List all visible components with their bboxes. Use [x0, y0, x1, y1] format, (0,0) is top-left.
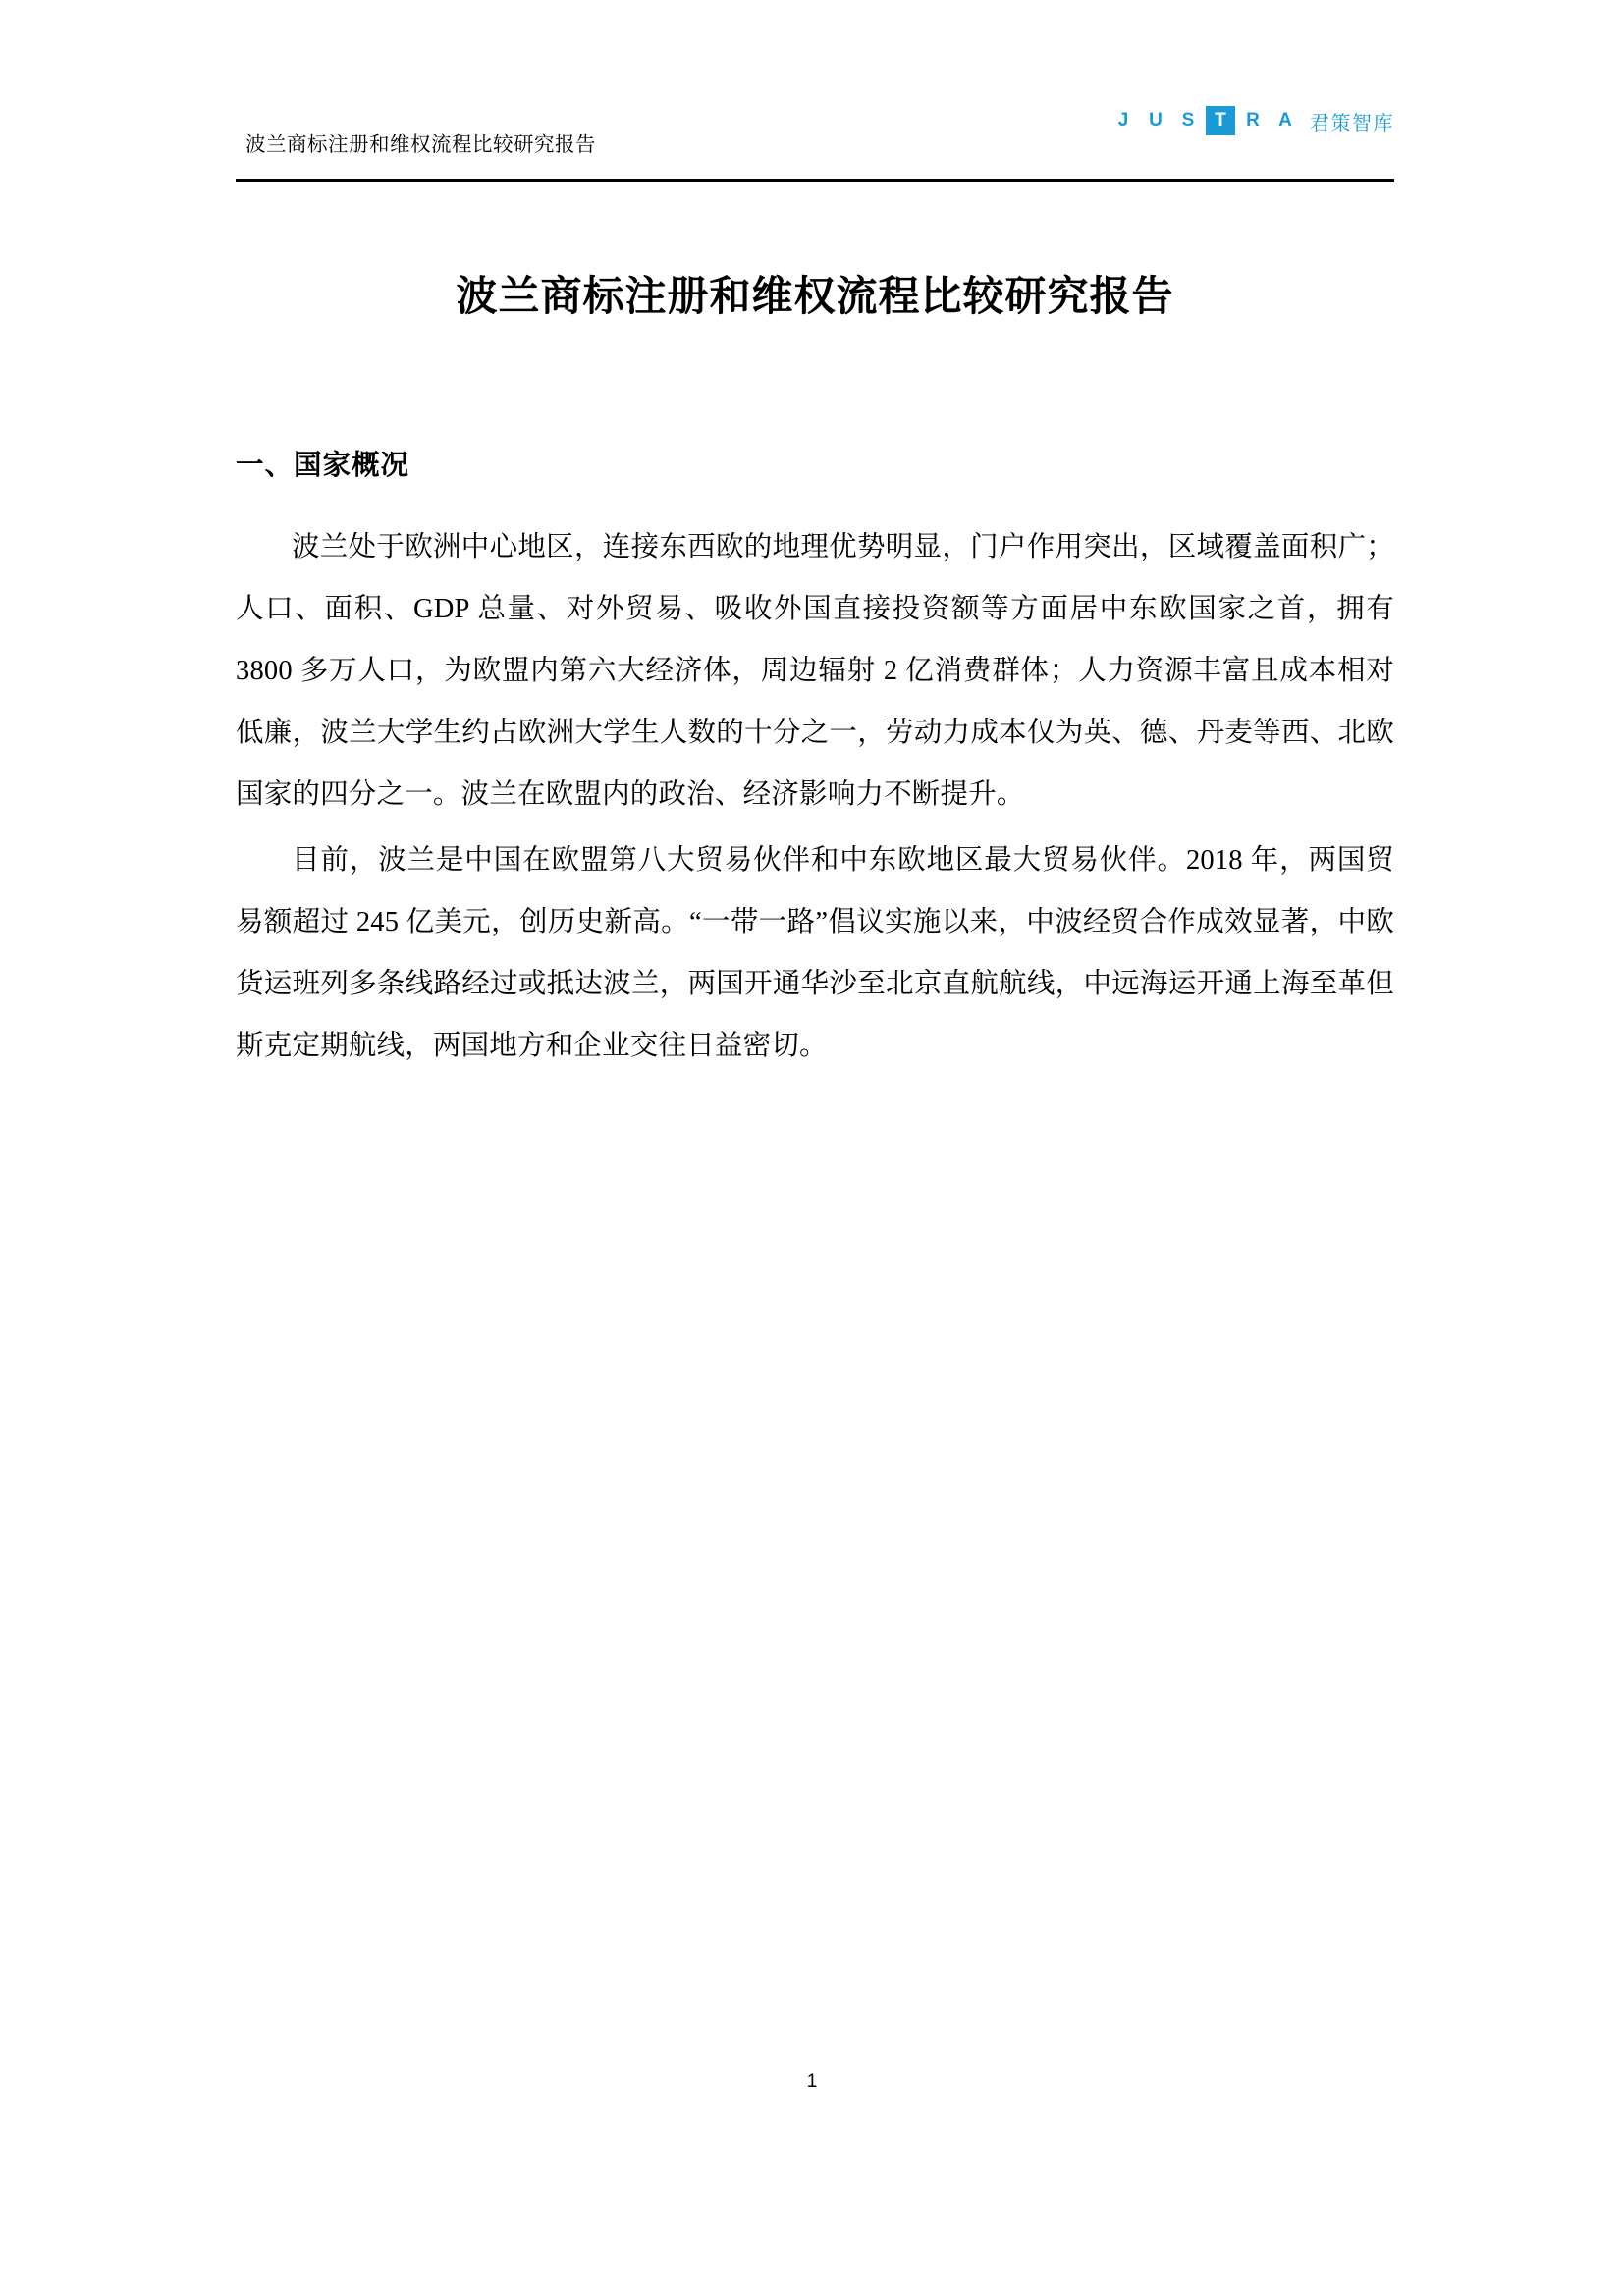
- logo-letter-j: J: [1109, 106, 1138, 135]
- page-title: 波兰商标注册和维权流程比较研究报告: [456, 275, 1174, 320]
- logo-letter-r: R: [1238, 106, 1268, 135]
- logo-letters: [1109, 106, 1300, 135]
- logo-letter-a: A: [1271, 106, 1300, 135]
- header-divider: [236, 179, 1394, 182]
- page-number: 1: [806, 2071, 818, 2092]
- running-header-title: 波兰商标注册和维权流程比较研究报告: [245, 133, 596, 156]
- paragraph-2: 目前，波兰是中国在欧盟第八大贸易伙伴和中东欧地区最大贸易伙伴。2018 年，两国贸易额超过 245 亿美元，创历史新高。“一带一路”倡议实施以来，中波经贸合作成效显著，中欧货运班列多条线路经过或抵达波兰，两国开通华沙至北京直航航线，中远海运开通上海至革但斯克定期航线，两国地方和企业交往日益密切。: [236, 844, 1394, 1061]
- document-body: [236, 226, 1394, 1077]
- logo-letter-t: T: [1206, 106, 1235, 135]
- logo-letter-s: S: [1173, 106, 1203, 135]
- section-heading-country-overview: 一、国家概况: [236, 450, 410, 481]
- page-header: [236, 106, 1394, 177]
- logo-letter-u: U: [1141, 106, 1170, 135]
- logo-chinese-name: 君策智库: [1310, 112, 1394, 134]
- paragraph-1: 波兰处于欧洲中心地区，连接东西欧的地理优势明显，门户作用突出，区域覆盖面积广；人口、面积、GDP 总量、对外贸易、吸收外国直接投资额等方面居中东欧国家之首，拥有 3800 多万人口，为欧盟内第六大经济体，周边辐射 2 亿消费群体；人力资源丰富且成本相对低廉，波兰大学生约占欧洲大学生人数的十分之一，劳动力成本仅为英、德、丹麦等西、北欧国家的四分之一。波兰在欧盟内的政治、经济影响力不断提升。: [236, 531, 1394, 810]
- justra-logo: [1109, 106, 1394, 135]
